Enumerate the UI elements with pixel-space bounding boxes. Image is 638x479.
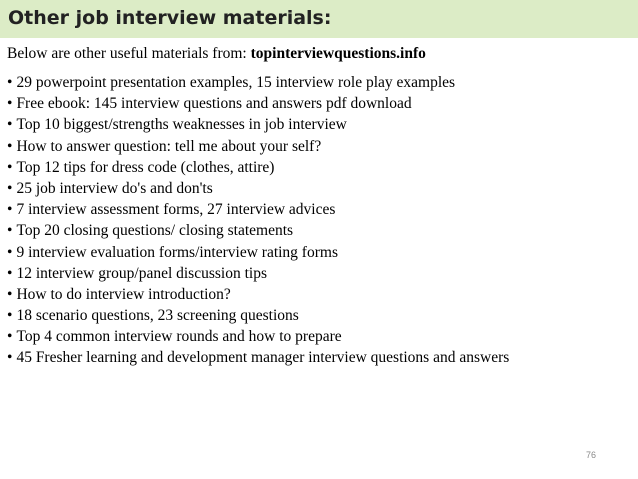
bullet-icon: •: [7, 285, 13, 303]
slide-title: Other job interview materials:: [8, 7, 332, 29]
list-item[interactable]: [7, 326, 632, 347]
list-item[interactable]: [7, 157, 632, 178]
list-item-text: 25 job interview do's and don'ts: [16, 179, 213, 197]
list-item-text: 18 scenario questions, 23 screening questions: [16, 307, 299, 325]
title-band: [0, 0, 638, 38]
list-item[interactable]: [7, 178, 632, 199]
list-item[interactable]: [7, 284, 632, 305]
list-item-text: 12 interview group/panel discussion tips: [16, 264, 267, 282]
list-item[interactable]: [7, 220, 632, 241]
list-item-text: 45 Fresher learning and development manager interview questions and answers: [16, 349, 510, 367]
list-item[interactable]: [7, 93, 632, 114]
bullet-icon: •: [7, 243, 13, 261]
list-item-text: Top 10 biggest/strengths weaknesses in job interview: [16, 116, 347, 134]
list-item-text: How to do interview introduction?: [16, 285, 231, 303]
intro-text: Below are other useful materials from:: [7, 45, 251, 62]
list-item[interactable]: [7, 136, 632, 157]
list-item[interactable]: [7, 263, 632, 284]
bullet-icon: •: [7, 328, 13, 346]
bullet-icon: •: [7, 116, 13, 134]
list-item[interactable]: [7, 199, 632, 220]
page-number: 76: [586, 450, 597, 460]
list-item-text: Top 20 closing questions/ closing statements: [16, 222, 294, 240]
bullet-icon: •: [7, 158, 13, 176]
bullet-icon: •: [7, 264, 13, 282]
bullet-icon: •: [7, 307, 13, 325]
list-item[interactable]: [7, 72, 632, 93]
bullet-icon: •: [7, 349, 13, 367]
list-item-text: Free ebook: 145 interview questions and answers pdf download: [16, 95, 412, 113]
list-item-text: Top 12 tips for dress code (clothes, attire): [16, 158, 275, 176]
intro-site-link[interactable]: topinterviewquestions.info: [250, 45, 426, 62]
list-item[interactable]: [7, 242, 632, 263]
slide-content: [7, 43, 632, 369]
bullet-icon: •: [7, 222, 13, 240]
bullet-icon: •: [7, 179, 13, 197]
intro-line: [7, 43, 632, 64]
bullet-icon: •: [7, 95, 13, 113]
bullet-icon: •: [7, 137, 13, 155]
list-item-text: 7 interview assessment forms, 27 interview advices: [16, 201, 336, 219]
list-item[interactable]: [7, 114, 632, 135]
list-item-text: How to answer question: tell me about your self?: [16, 137, 322, 155]
list-item[interactable]: [7, 305, 632, 326]
bullet-icon: •: [7, 74, 13, 91]
list-item[interactable]: [7, 347, 632, 368]
list-item-text: Top 4 common interview rounds and how to prepare: [16, 328, 342, 346]
materials-list: [7, 72, 632, 369]
list-item-text: 9 interview evaluation forms/interview rating forms: [16, 243, 338, 261]
list-item-text: 29 powerpoint presentation examples, 15 interview role play examples: [16, 74, 456, 91]
bullet-icon: •: [7, 201, 13, 219]
